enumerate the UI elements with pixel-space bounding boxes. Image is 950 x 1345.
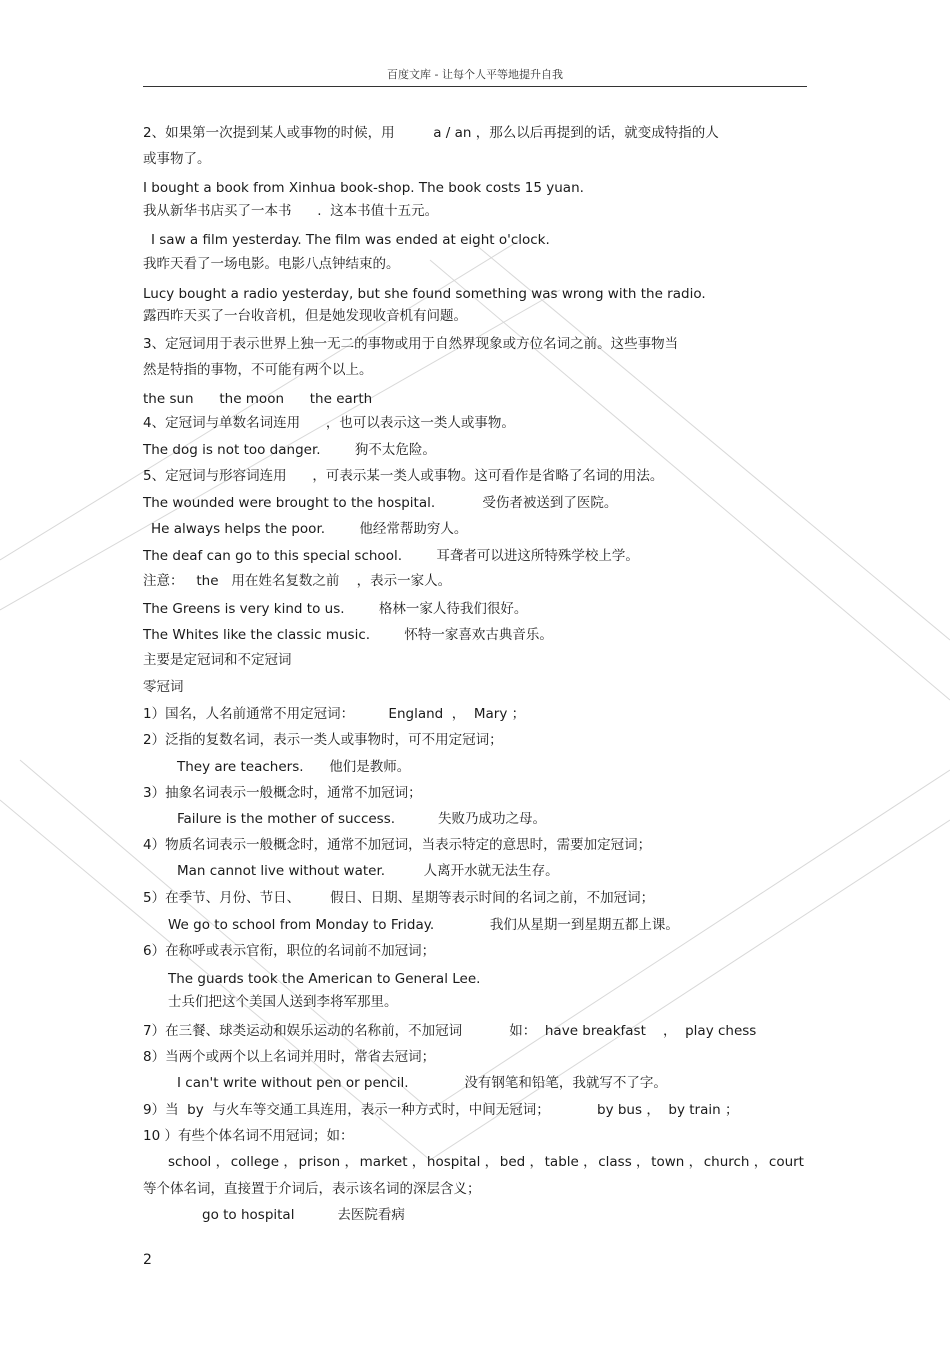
text-line: The wounded were brought to the hospital. 受伤者被送到了医院。 [143,495,618,511]
text-line: 8）当两个或两个以上名词并用时，常省去冠词； [143,1049,436,1065]
noun-item: prison ， [298,1154,358,1170]
text-line: 1）国名，人名前通常不用定冠词： England ， Mary ； [143,706,526,722]
text-line: 4、定冠词与单数名词连用 ，也可以表示这一类人或事物。 [143,415,515,431]
noun-item: market ， [359,1154,426,1170]
noun-item: school ， [168,1154,230,1170]
noun-item: church ， [703,1154,768,1170]
text-line: 或事物了。 [143,151,211,167]
text-line: Man cannot live without water. 人离开水就无法生存。 [177,863,559,879]
text-line: I can't write without pen or pencil. 没有钢笔和铅笔，我就写不了字。 [177,1075,667,1091]
text-line: The dog is not too danger. 狗不太危险。 [143,442,436,458]
text-line: 2、如果第一次提到某人或事物的时候，用 a / an ，那么以后再提到的话，就变成特指的人 [143,125,719,141]
text-line: 10 ）有些个体名词不用冠词；如： [143,1128,354,1144]
text-line: 5）在季节、月份、节日、 假日、日期、星期等表示时间的名词之前，不加冠词； [143,890,655,906]
text-line: 露西昨天买了一台收音机，但是她发现收音机有问题。 [143,308,467,324]
text-line: 士兵们把这个美国人送到李将军那里。 [168,994,398,1010]
noun-item: town ， [651,1154,703,1170]
text-line: 零冠词 [143,679,184,695]
text-line: 等个体名词，直接置于介词后，表示该名词的深层含义； [143,1181,481,1197]
header-divider [143,86,807,87]
text-line: I bought a book from Xinhua book-shop. The book costs 15 yuan. [143,180,584,196]
text-line: The guards took the American to General Lee. [168,971,481,987]
text-line: The deaf can go to this special school. 耳聋者可以进这所特殊学校上学。 [143,548,639,564]
text-line: 我昨天看了一场电影。电影八点钟结束的。 [143,256,400,272]
text-line: The Greens is very kind to us. 格林一家人待我们很好。 [143,601,528,617]
noun-item: class ， [598,1154,650,1170]
text-line: Lucy bought a radio yesterday, but she found something was wrong with the radio. [143,286,706,302]
text-line: He always helps the poor. 他经常帮助穷人。 [151,521,468,537]
noun-list [168,1153,804,1171]
noun-item: table ， [544,1154,597,1170]
text-line: 3、定冠词用于表示世界上独一无二的事物或用于自然界现象或方位名词之前。这些事物当 [143,336,679,352]
text-line: 6）在称呼或表示官衔，职位的名词前不加冠词； [143,943,436,959]
text-line: the sun the moon the earth [143,391,373,407]
text-line: 然是特指的事物，不可能有两个以上。 [143,362,373,378]
text-line: 4）物质名词表示一般概念时，通常不加冠词，当表示特定的意思时，需要加定冠词； [143,837,652,853]
text-line: 注意： the 用在姓名复数之前 ，表示一家人。 [143,573,452,589]
text-line: 3）抽象名词表示一般概念时，通常不加冠词； [143,785,422,801]
text-line: 我从新华书店买了一本书 . 这本书值十五元。 [143,203,439,219]
noun-item: bed ， [499,1154,544,1170]
text-line: They are teachers. 他们是教师。 [177,759,411,775]
text-line: go to hospital 去医院看病 [202,1207,405,1223]
text-line: 2）泛指的复数名词，表示一类人或事物时，可不用定冠词； [143,732,503,748]
text-line: 9）当 by 与火车等交通工具连用，表示一种方式时，中间无冠词； by bus ， by train ； [143,1102,739,1118]
page-number: 2 [143,1252,152,1268]
noun-item: court [768,1154,804,1170]
text-line: The Whites like the classic music. 怀特一家喜欢古典音乐。 [143,627,553,643]
text-line: 5、定冠词与形容词连用 ，可表示某一类人或事物。这可看作是省略了名词的用法。 [143,468,664,484]
text-line: Failure is the mother of success. 失败乃成功之母。 [177,811,546,827]
text-line: We go to school from Monday to Friday. 我们从星期一到星期五都上课。 [168,917,679,933]
noun-item: hospital ， [426,1154,499,1170]
noun-item: college ， [230,1154,297,1170]
text-line: 主要是定冠词和不定冠词 [143,652,292,668]
text-line: 7）在三餐、球类运动和娱乐运动的名称前，不加冠词 如： have breakfast ， play chess [143,1023,757,1039]
text-line: I saw a film yesterday. The film was ended at eight o'clock. [151,232,550,248]
page-header: 百度文库 - 让每个人平等地提升自我 [387,68,563,81]
